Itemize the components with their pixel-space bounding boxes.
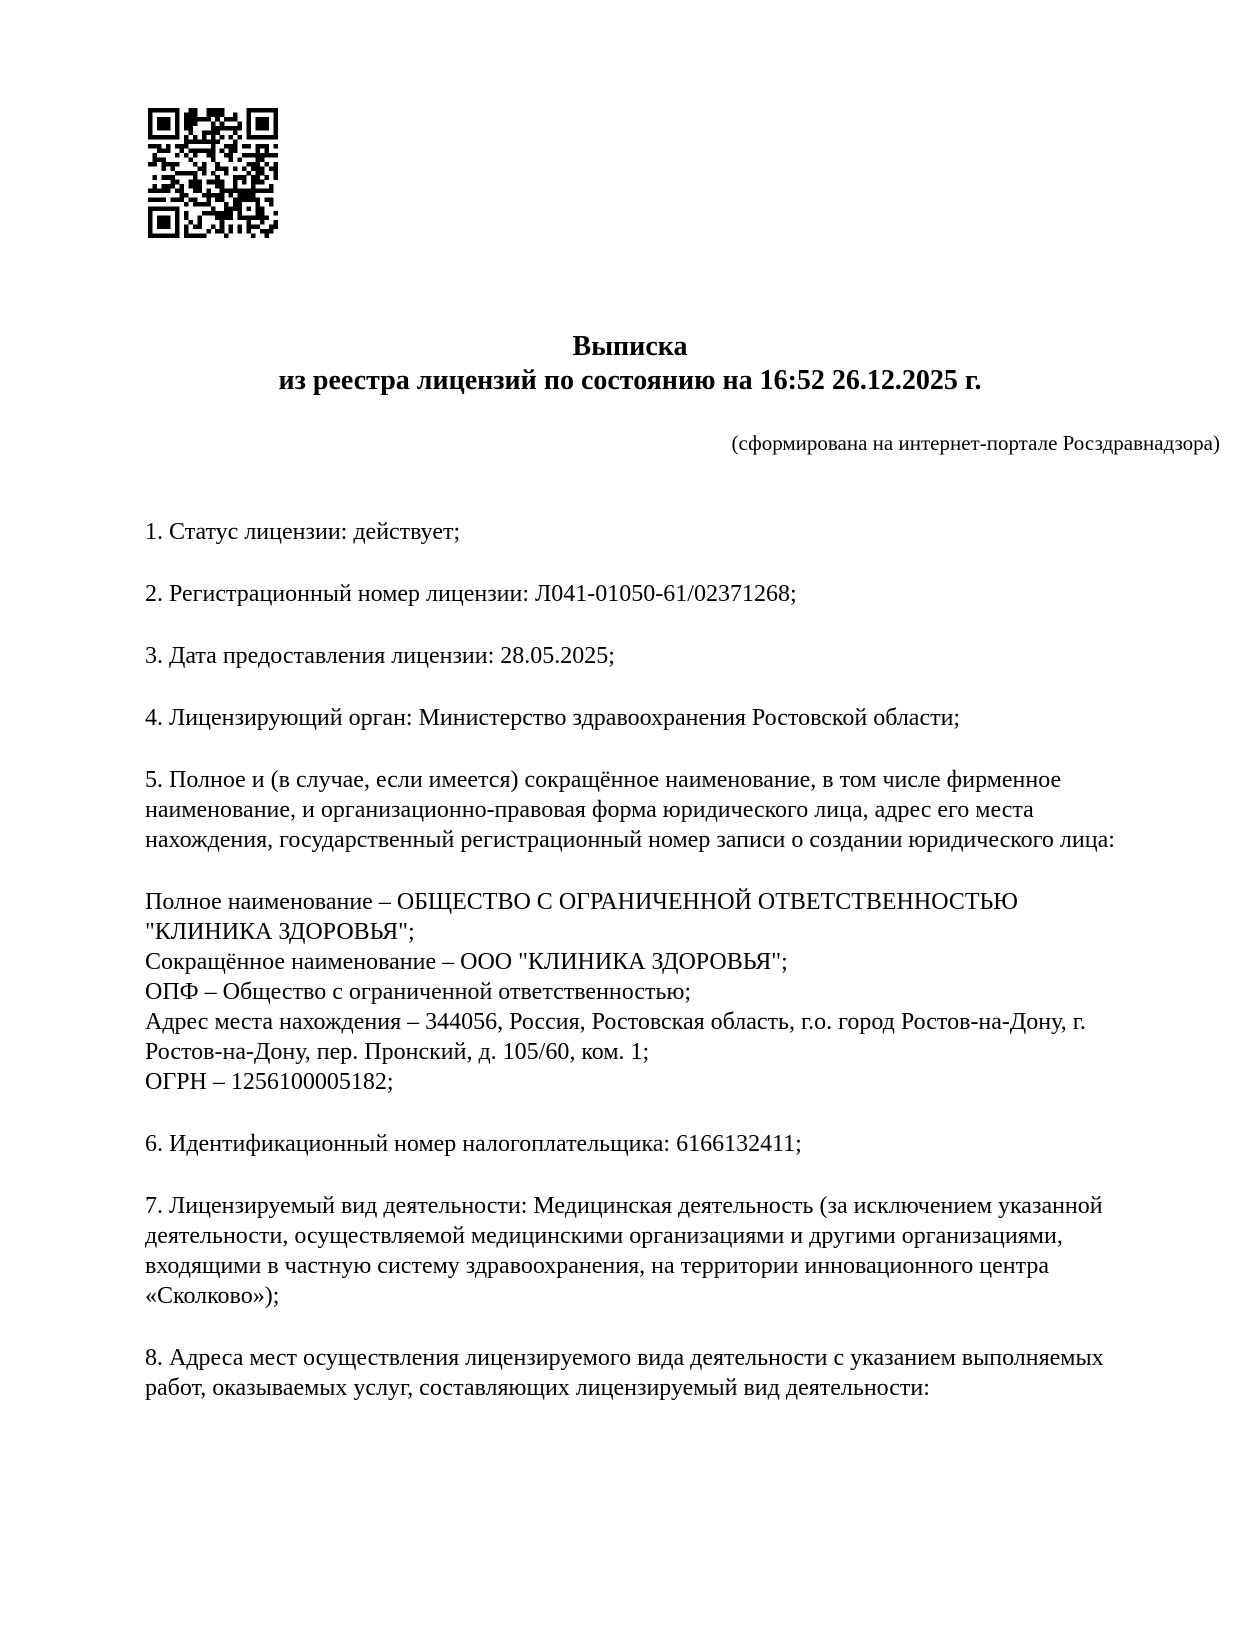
name-clause-paragraph: 5. Полное и (в случае, если имеется) сокращённое наименование, в том числе фирменное наименование, и организационно-правовая форма юридического лица, адрес его места нахождения, государственный регистрационный номер записи о создании юридического лица:	[145, 767, 1115, 853]
short-name-line: Сокращённое наименование – ООО "КЛИНИКА ЗДОРОВЬЯ";	[145, 949, 788, 975]
ogrn-line: ОГРН – 1256100005182;	[145, 1069, 394, 1095]
qr-code	[148, 108, 278, 238]
organization-details-block	[145, 887, 1123, 1097]
license-status-line: 1. Статус лицензии: действует;	[145, 519, 461, 545]
grant-date-line: 3. Дата предоставления лицензии: 28.05.2025;	[145, 643, 615, 669]
document-subtitle: (сформирована на интернет-портале Росздравнадзора)	[731, 431, 1220, 455]
document-title-line2: из реестра лицензий по состоянию на 16:52 26.12.2025 г.	[278, 365, 982, 396]
inn-line: 6. Идентификационный номер налогоплательщика: 6166132411;	[145, 1131, 802, 1157]
registration-number-line: 2. Регистрационный номер лицензии: Л041-01050-61/02371268;	[145, 581, 797, 607]
addresses-clause-paragraph: 8. Адреса мест осуществления лицензируемого вида деятельности с указанием выполняемых работ, оказываемых услуг, составляющих лицензируемый вид деятельности:	[145, 1345, 1104, 1401]
licensing-authority-line: 4. Лицензирующий орган: Министерство здравоохранения Ростовской области;	[145, 705, 961, 731]
opf-line: ОПФ – Общество с ограниченной ответственностью;	[145, 979, 692, 1005]
activity-type-paragraph: 7. Лицензируемый вид деятельности: Медицинская деятельность (за исключением указанной деятельности, осуществляемой медицинскими организациями и другими организациями, входящими в частную систему здравоохранения, на территории инновационного центра «Сколково»);	[145, 1193, 1103, 1309]
document-body	[145, 517, 1123, 1435]
address-line: Адрес места нахождения – 344056, Россия, Ростовская область, г.о. город Ростов-на-Дону, г. Ростов-на-Дону, пер. Пронский, д. 105/60, ком. 1;	[145, 1009, 1086, 1065]
document-title	[140, 330, 1120, 398]
document-title-line1: Выписка	[572, 331, 688, 362]
full-name-line: Полное наименование – ОБЩЕСТВО С ОГРАНИЧЕННОЙ ОТВЕТСТВЕННОСТЬЮ "КЛИНИКА ЗДОРОВЬЯ";	[145, 889, 1018, 945]
